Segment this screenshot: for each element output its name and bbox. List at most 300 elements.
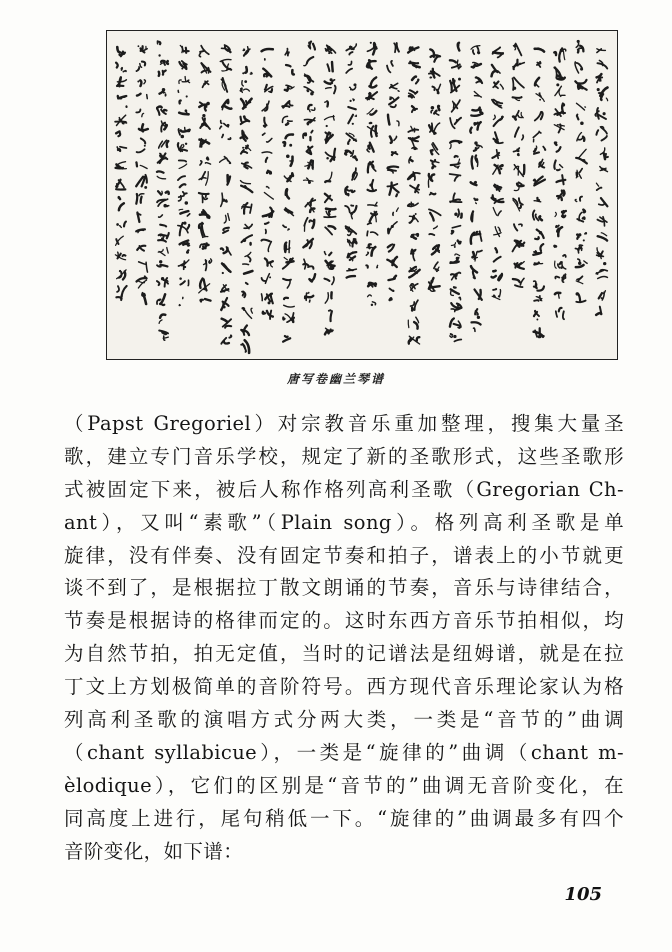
brush-glyph: [284, 173, 293, 181]
brush-glyph: [408, 126, 418, 132]
brush-glyph: [204, 259, 212, 271]
brush-glyph: [597, 74, 603, 82]
brush-glyph: [116, 222, 126, 228]
brush-glyph: [387, 183, 398, 197]
brush-glyph: [136, 109, 143, 116]
brush-glyph: [326, 149, 336, 161]
brush-glyph: [179, 260, 189, 269]
brush-glyph: [199, 223, 208, 238]
brush-glyph: [325, 194, 332, 202]
brush-glyph: [534, 296, 542, 301]
brush-glyph: [411, 234, 418, 239]
brush-glyph: [348, 99, 356, 109]
brush-glyph: [387, 257, 397, 267]
brush-glyph: [387, 61, 393, 72]
brush-glyph: [200, 139, 210, 147]
brush-glyph: [576, 276, 583, 283]
brush-glyph: [346, 133, 356, 145]
brush-glyph: [178, 143, 187, 152]
brush-glyph: [222, 319, 232, 328]
brush-glyph: [476, 77, 482, 83]
brush-glyph: [514, 148, 520, 155]
brush-glyph: [535, 112, 543, 121]
brush-glyph: [492, 150, 499, 159]
brush-glyph: [471, 231, 482, 244]
brush-glyph: [137, 45, 147, 52]
brush-glyph: [557, 190, 564, 200]
brush-glyph: [412, 106, 417, 112]
brush-glyph: [157, 41, 160, 44]
brush-glyph: [597, 88, 608, 101]
brush-glyph: [222, 135, 231, 140]
brush-glyph: [368, 295, 376, 306]
brush-glyph: [451, 273, 460, 280]
brush-glyph: [161, 121, 167, 132]
brush-glyph: [262, 49, 273, 60]
brush-glyph: [534, 146, 545, 154]
brush-glyph: [115, 252, 125, 260]
brush-glyph: [199, 102, 210, 111]
brush-glyph: [429, 193, 435, 195]
brush-glyph: [389, 97, 398, 107]
brush-glyph: [325, 101, 328, 106]
brush-glyph: [242, 203, 252, 214]
brush-glyph: [577, 133, 585, 141]
brush-glyph: [325, 226, 335, 235]
brush-glyph: [305, 199, 315, 212]
text-line: 为自然节拍，拍无定值，当时的记谱法是纽姆谱，就是在拉: [64, 642, 624, 666]
brush-glyph: [200, 244, 209, 249]
brush-glyph: [244, 271, 252, 284]
brush-glyph: [388, 244, 394, 252]
brush-glyph: [283, 336, 290, 342]
text-line: èlodique），它们的区别是“音节的”曲调无音阶变化，在: [64, 773, 624, 797]
brush-glyph: [200, 158, 211, 165]
brush-glyph: [305, 74, 314, 83]
brush-glyph: [596, 270, 607, 279]
brush-glyph: [221, 298, 228, 310]
brush-glyph: [533, 244, 543, 255]
brush-glyph: [221, 247, 231, 255]
brush-glyph: [159, 140, 169, 148]
brush-glyph: [556, 226, 562, 237]
brush-glyph: [533, 211, 542, 221]
brush-glyph: [178, 222, 189, 236]
brush-glyph: [199, 172, 208, 186]
brush-glyph: [283, 313, 293, 322]
brush-glyph: [494, 227, 501, 237]
brush-glyph: [115, 115, 126, 125]
brush-glyph: [408, 202, 418, 207]
brush-glyph: [180, 46, 188, 53]
brush-glyph: [303, 239, 313, 248]
brush-glyph: [576, 292, 586, 302]
brush-glyph: [158, 233, 169, 242]
brush-glyph: [304, 57, 314, 66]
brush-glyph: [367, 143, 374, 152]
brush-glyph: [577, 103, 586, 110]
body-paragraph: [64, 408, 624, 868]
brush-glyph: [324, 277, 334, 285]
brush-glyph: [178, 127, 189, 138]
brush-glyph: [118, 96, 127, 107]
brush-glyph: [492, 100, 502, 108]
brush-glyph: [244, 224, 252, 228]
brush-glyph: [555, 261, 566, 269]
text-line: 歌，建立专门音乐学校，规定了新的圣歌形式，这些圣歌形: [64, 444, 624, 468]
brush-glyph: [534, 177, 545, 186]
brush-glyph: [117, 270, 127, 280]
brush-glyph: [555, 83, 565, 96]
brush-glyph: [136, 175, 147, 189]
brush-glyph: [242, 292, 245, 298]
brush-glyph: [492, 65, 501, 77]
brush-glyph: [264, 187, 273, 200]
brush-glyph: [308, 105, 315, 112]
brush-glyph: [200, 114, 210, 129]
brush-glyph: [429, 123, 440, 135]
brush-glyph: [514, 182, 523, 190]
brush-glyph: [451, 240, 461, 247]
brush-glyph: [346, 226, 357, 235]
brush-glyph: [136, 62, 145, 72]
brush-glyph: [431, 143, 439, 155]
brush-glyph: [119, 197, 124, 210]
brush-glyph: [325, 78, 336, 93]
brush-glyph: [199, 279, 210, 293]
brush-glyph: [474, 92, 481, 98]
brush-glyph: [471, 108, 482, 116]
brush-glyph: [220, 59, 231, 71]
brush-glyph: [159, 314, 165, 323]
brush-glyph: [555, 210, 566, 217]
brush-glyph: [283, 225, 289, 230]
brush-glyph: [575, 80, 586, 90]
text-line: 音阶变化，如下谱：: [64, 839, 244, 863]
brush-glyph: [513, 111, 523, 120]
brush-glyph: [199, 46, 209, 57]
brush-glyph: [242, 163, 252, 169]
brush-glyph: [283, 279, 291, 288]
brush-glyph: [475, 290, 482, 300]
brush-glyph: [408, 317, 418, 328]
brush-glyph: [347, 239, 356, 246]
brush-glyph: [535, 229, 544, 239]
brush-glyph: [137, 213, 140, 222]
brush-glyph: [263, 208, 273, 218]
brush-glyph: [394, 43, 399, 52]
brush-glyph: [221, 285, 229, 292]
brush-glyph: [263, 133, 272, 142]
manuscript-figure: [106, 30, 618, 360]
brush-glyph: [492, 271, 503, 281]
brush-glyph: [513, 278, 524, 287]
brush-glyph: [262, 274, 271, 284]
handwritten-score-image: [107, 31, 616, 358]
text-line: （chant syllabicue），一类是“旋律的”曲调（chant m-: [64, 740, 624, 764]
brush-glyph: [388, 115, 399, 126]
brush-glyph: [116, 286, 126, 300]
brush-glyph: [493, 165, 503, 174]
brush-glyph: [157, 199, 169, 207]
brush-glyph: [513, 241, 525, 252]
brush-glyph: [368, 162, 376, 173]
brush-glyph: [534, 328, 544, 338]
brush-glyph: [324, 116, 334, 128]
brush-glyph: [596, 307, 601, 315]
brush-glyph: [600, 148, 608, 159]
brush-glyph: [554, 161, 562, 171]
brush-glyph: [348, 115, 356, 125]
brush-glyph: [158, 191, 169, 194]
brush-glyph: [345, 187, 354, 196]
brush-glyph: [367, 42, 376, 55]
brush-glyph: [326, 261, 335, 269]
brush-glyph: [241, 116, 250, 124]
brush-glyph: [304, 87, 314, 96]
brush-glyph: [450, 193, 461, 202]
brush-glyph: [575, 197, 582, 202]
brush-glyph: [366, 265, 377, 267]
brush-glyph: [575, 62, 583, 73]
brush-glyph: [534, 263, 542, 265]
brush-glyph: [180, 241, 190, 253]
brush-glyph: [493, 82, 503, 90]
brush-glyph: [284, 241, 290, 253]
brush-glyph: [117, 47, 125, 56]
brush-glyph: [555, 143, 561, 152]
brush-glyph: [200, 299, 210, 302]
brush-glyph: [388, 276, 396, 280]
brush-glyph: [577, 210, 585, 222]
brush-glyph: [514, 165, 524, 177]
brush-glyph: [534, 198, 541, 202]
page-number: 105: [564, 884, 602, 905]
brush-glyph: [263, 69, 271, 77]
brush-glyph: [137, 246, 145, 251]
brush-glyph: [352, 168, 357, 180]
brush-glyph: [429, 209, 441, 220]
brush-glyph: [264, 118, 267, 127]
brush-glyph: [450, 118, 461, 129]
brush-glyph: [470, 122, 480, 133]
brush-glyph: [243, 47, 250, 56]
brush-glyph: [451, 303, 461, 312]
brush-glyph: [158, 153, 168, 163]
brush-glyph: [409, 90, 418, 97]
brush-glyph: [304, 218, 314, 231]
brush-glyph: [533, 131, 541, 141]
brush-glyph: [409, 60, 420, 67]
brush-glyph: [392, 152, 398, 155]
brush-glyph: [514, 224, 522, 230]
brush-glyph: [537, 62, 541, 67]
brush-glyph: [243, 252, 251, 264]
brush-glyph: [494, 184, 501, 191]
brush-glyph: [158, 54, 168, 65]
brush-glyph: [555, 293, 560, 299]
brush-glyph: [513, 97, 522, 100]
brush-glyph: [157, 294, 165, 305]
brush-glyph: [324, 252, 331, 256]
brush-glyph: [286, 189, 289, 199]
brush-glyph: [492, 195, 504, 203]
brush-glyph: [494, 132, 503, 143]
brush-glyph: [450, 174, 461, 181]
brush-glyph: [178, 176, 186, 187]
brush-glyph: [179, 277, 188, 285]
brush-glyph: [513, 198, 523, 211]
brush-glyph: [241, 181, 253, 193]
brush-glyph: [597, 60, 607, 68]
brush-glyph: [539, 159, 544, 167]
brush-glyph: [599, 198, 608, 206]
brush-glyph: [117, 77, 126, 86]
brush-glyph: [347, 269, 357, 278]
brush-glyph: [179, 77, 190, 84]
brush-glyph: [409, 336, 420, 344]
brush-glyph: [325, 132, 332, 143]
brush-glyph: [535, 78, 539, 87]
brush-glyph: [137, 276, 147, 288]
brush-glyph: [221, 193, 227, 206]
brush-glyph: [285, 49, 289, 56]
brush-glyph: [450, 334, 462, 341]
brush-glyph: [410, 185, 419, 193]
brush-glyph: [224, 214, 229, 223]
brush-glyph: [390, 289, 394, 301]
brush-glyph: [452, 100, 460, 112]
brush-glyph: [535, 48, 544, 51]
brush-glyph: [368, 202, 377, 206]
brush-glyph: [139, 262, 148, 272]
brush-glyph: [387, 166, 398, 173]
brush-glyph: [368, 123, 378, 137]
brush-glyph: [433, 84, 441, 93]
brush-glyph: [600, 167, 608, 172]
brush-glyph: [431, 160, 439, 168]
brush-glyph: [304, 178, 314, 184]
brush-glyph: [577, 115, 584, 125]
brush-glyph: [159, 331, 168, 341]
brush-glyph: [308, 41, 315, 49]
brush-glyph: [157, 277, 168, 287]
brush-glyph: [282, 116, 292, 124]
brush-glyph: [368, 211, 378, 224]
brush-glyph: [450, 60, 461, 69]
brush-glyph: [325, 328, 333, 334]
brush-glyph: [368, 180, 377, 191]
brush-glyph: [116, 132, 120, 137]
brush-glyph: [136, 229, 145, 232]
brush-glyph: [472, 62, 481, 67]
brush-glyph: [556, 308, 564, 319]
brush-glyph: [513, 77, 524, 90]
brush-glyph: [597, 49, 606, 53]
brush-glyph: [117, 147, 126, 151]
brush-glyph: [597, 248, 607, 265]
brush-glyph: [262, 294, 273, 305]
brush-glyph: [242, 67, 252, 74]
brush-glyph: [142, 293, 146, 304]
brush-glyph: [471, 266, 477, 279]
brush-glyph: [430, 49, 440, 61]
brush-glyph: [474, 141, 482, 150]
brush-glyph: [116, 63, 126, 72]
brush-glyph: [262, 101, 269, 111]
brush-glyph: [434, 262, 439, 272]
brush-glyph: [554, 246, 565, 257]
brush-glyph: [411, 300, 418, 311]
brush-glyph: [305, 161, 314, 170]
brush-glyph: [307, 147, 313, 154]
brush-glyph: [411, 250, 416, 261]
brush-glyph: [513, 44, 521, 56]
brush-glyph: [303, 259, 313, 269]
brush-glyph: [409, 157, 413, 163]
brush-glyph: [138, 80, 145, 86]
brush-glyph: [310, 274, 316, 281]
brush-glyph: [410, 213, 419, 223]
brush-glyph: [220, 157, 231, 164]
brush-glyph: [471, 182, 477, 185]
brush-glyph: [286, 65, 294, 74]
brush-glyph: [242, 235, 253, 244]
brush-glyph: [227, 175, 230, 185]
brush-glyph: [451, 287, 461, 300]
brush-glyph: [367, 109, 376, 115]
brush-glyph: [159, 71, 166, 76]
brush-glyph: [136, 194, 144, 204]
brush-glyph: [595, 108, 606, 119]
brush-glyph: [576, 40, 583, 53]
brush-glyph: [324, 208, 336, 217]
brush-glyph: [241, 340, 249, 353]
brush-glyph: [471, 46, 480, 55]
text-line: （Papst Gregoriel）对宗教音乐重加整理，搜集大量圣: [64, 412, 624, 435]
brush-glyph: [282, 101, 292, 108]
text-line: 同高度上进行，尾句稍低一下。“旋律的”曲调最多有四个: [64, 806, 624, 830]
brush-glyph: [598, 217, 608, 226]
brush-glyph: [116, 162, 127, 169]
brush-glyph: [325, 292, 331, 303]
brush-glyph: [116, 236, 124, 245]
brush-glyph: [554, 103, 565, 116]
brush-glyph: [471, 211, 473, 221]
brush-glyph: [325, 45, 335, 54]
brush-glyph: [576, 259, 587, 267]
brush-glyph: [201, 63, 211, 73]
brush-glyph: [325, 172, 332, 182]
figure-caption: 唐写卷幽兰琴谱: [286, 372, 385, 386]
brush-glyph: [350, 83, 357, 90]
brush-glyph: [515, 127, 523, 139]
brush-glyph: [493, 208, 501, 216]
brush-glyph: [494, 248, 501, 261]
brush-glyph: [179, 61, 186, 70]
text-line: 列高利圣歌的演唱方式分两大类，一类是“音节的”曲调: [64, 708, 624, 732]
brush-glyph: [267, 171, 272, 175]
brush-glyph: [241, 99, 252, 109]
brush-glyph: [472, 155, 478, 168]
brush-glyph: [536, 93, 544, 101]
brush-glyph: [450, 141, 461, 149]
brush-glyph: [596, 183, 601, 190]
brush-glyph: [596, 127, 607, 141]
brush-glyph: [555, 274, 565, 282]
brush-glyph: [157, 106, 167, 114]
brush-glyph: [222, 264, 231, 275]
